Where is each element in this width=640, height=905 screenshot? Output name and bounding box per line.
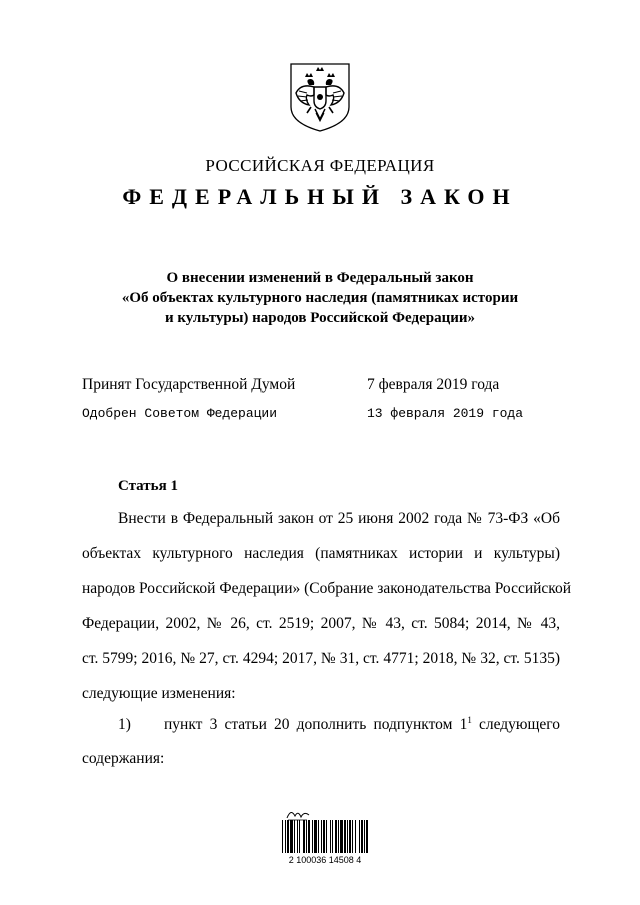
approval-council-label: Одобрен Советом Федерации [82,406,278,421]
approval-council-date: 13 февраля 2019 года [367,406,524,421]
paragraph-line: Внести в Федеральный закон от 25 июня 2002 года № 73-ФЗ «Об [118,510,560,527]
adoption-duma-label: Принят Государственной Думой [82,376,296,393]
paragraph-line: следующие изменения: [82,685,236,702]
article-heading: Статья 1 [118,478,178,494]
law-title-line: О внесении изменений в Федеральный закон [166,270,474,286]
list-item-continuation: содержания: [82,750,165,767]
paragraph-line: объектах культурного наследия (памятниках истории и культуры) [82,545,560,562]
barcode-bars [282,820,370,853]
russian-coat-of-arms-icon [287,61,353,133]
list-item-1 [118,715,560,734]
barcode-gap [368,820,369,853]
paragraph-line: народов Российской Федерации» (Собрание законодательства Российской [82,580,572,597]
country-name: РОССИЙСКАЯ ФЕДЕРАЦИЯ [205,156,435,175]
list-item-text-tail: следующего [471,716,561,733]
law-title-line: и культуры) народов Российской Федерации» [164,310,476,326]
document-type: ФЕДЕРАЛЬНЫЙ ЗАКОН [122,184,518,209]
adoption-duma-date: 7 февраля 2019 года [367,376,500,393]
barcode [275,806,375,868]
list-item-text: пункт 3 статьи 20 дополнить подпунктом 1 [164,716,468,733]
superscript-index: 1 [467,715,472,725]
list-item-number: 1) [118,716,131,733]
law-title-line: «Об объектах культурного наследия (памятниках истории [121,290,519,306]
paragraph-line: ст. 5799; 2016, № 27, ст. 4294; 2017, № 31, ст. 4771; 2018, № 32, ст. 5135) [82,650,560,667]
barcode-number: 2 100036 14508 4 [288,855,362,865]
paragraph-line: Федерации, 2002, № 26, ст. 2519; 2007, № 43, ст. 5084; 2014, № 43, [82,615,560,632]
law-title [0,268,640,328]
